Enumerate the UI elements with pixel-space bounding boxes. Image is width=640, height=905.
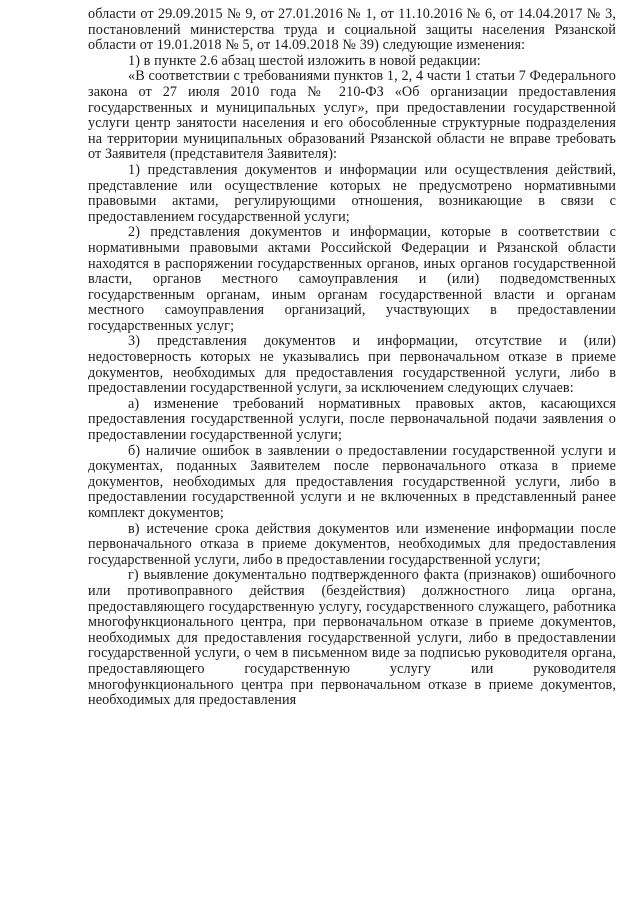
paragraph-case-b: б) наличие ошибок в заявлении о предоставлении государственной услуги и документах, поданных Заявителем после первоначального отказа в приеме документов, необходимых для предоставления государственной услуги, либо в предоставлении государственной услуги и не включенных в представленный ранее комплект документов;	[88, 442, 616, 521]
paragraph-case-v: в) истечение срока действия документов или изменение информации после первоначального отказа в приеме документов, необходимых для предоставления государственной услуги, либо в предоставлении государственной услуги;	[88, 520, 616, 568]
paragraph-point-2: 2) представления документов и информации, которые в соответствии с нормативными правовыми актами Российской Федерации и Рязанской области находятся в распоряжении государственных органов, иных органов государственной власти, органов местного самоуправления и (или) подведомственных государственным органам, иным органам государственной власти и органам местного самоуправления организаций, участвующих в предоставлении государственных услуг;	[88, 224, 616, 334]
paragraph-point-1: 1) представления документов и информации или осуществления действий, представление или осуществление которых не предусмотрено нормативными правовыми актами, регулирующими отношения, возникающие в связи с предоставлением государственной услуги;	[88, 161, 616, 225]
paragraph-item-1: 1) в пункте 2.6 абзац шестой изложить в новой редакции:	[128, 52, 481, 69]
paragraph-case-a: а) изменение требований нормативных правовых актов, касающихся предоставления государственной услуги, после первоначальной подачи заявления о предоставлении государственной услуги;	[88, 395, 616, 444]
paragraph-intro: области от 29.09.2015 № 9, от 27.01.2016 № 1, от 11.10.2016 № 6, от 14.04.2017 № 3, постановлений министерства труда и социальной защиты населения Рязанской области от 19.01.2018 № 5, от 14.09.2018 № 39) следующие изменения:	[88, 6, 616, 54]
paragraph-point-3: 3) представления документов и информации, отсутствие и (или) недостоверность которых не указывались при первоначальном отказе в приеме документов, необходимых для предоставления государственной услуги, либо в предоставлении государственной услуги, за исключением следующих случаев:	[88, 333, 616, 397]
paragraph-case-g: г) выявление документально подтвержденного факта (признаков) ошибочного или противоправного действия (бездействия) должностного лица органа, предоставляющего государственную услугу, государственного служащего, работника многофункционального центра, при первоначальном отказе в приеме документов, необходимых для предоставления государственной услуги, либо в предоставлении государственной услуги, о чем в письменном виде за подписью руководителя органа, предоставляющего государственную услугу или руководителя многофункционального центра при первоначальном отказе в приеме документов, необходимых для предоставления	[88, 567, 616, 709]
paragraph-quote: «В соответствии с требованиями пунктов 1, 2, 4 части 1 статьи 7 Федерального закона от 27 июля 2010 года № 210-ФЗ «Об организации предоставления государственных и муниципальных услуг», при предоставлении государственной услуги центр занятости населения и его обособленные структурные подразделения на территории муниципальных образований Рязанской области не вправе требовать от Заявителя (представителя Заявителя):	[88, 68, 616, 163]
